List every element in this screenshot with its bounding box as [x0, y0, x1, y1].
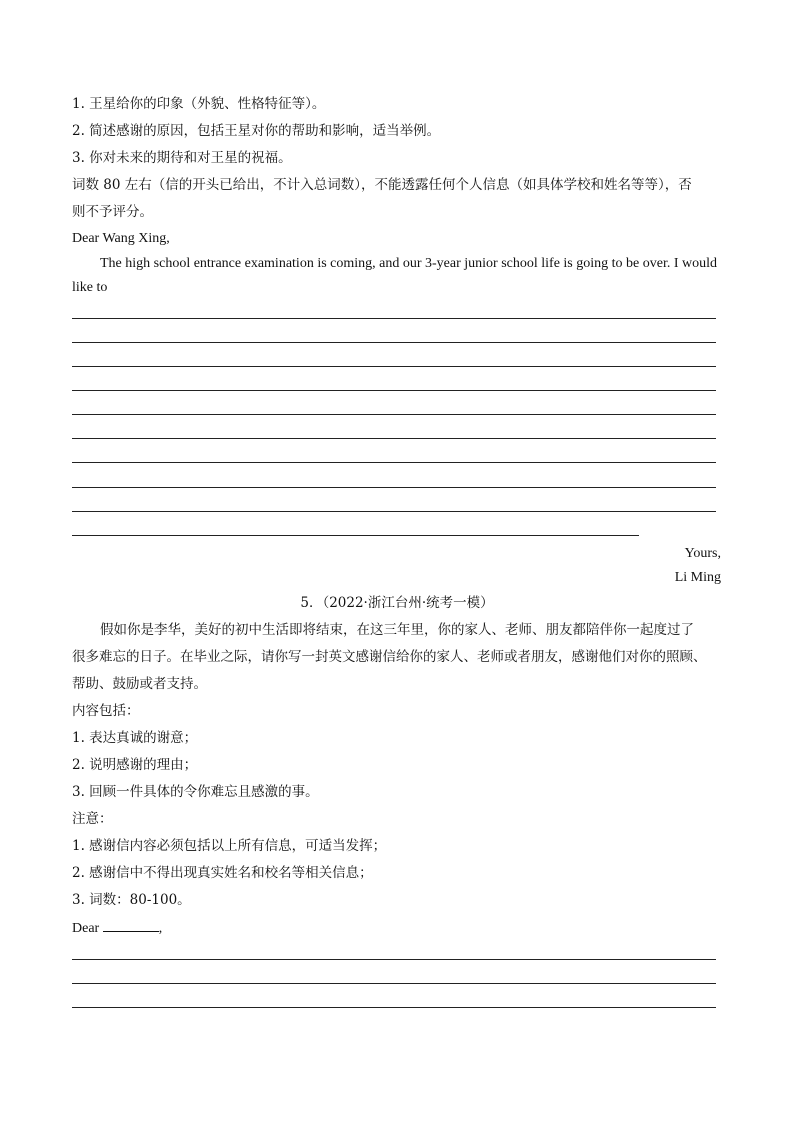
task5-salutation-suffix: , — [158, 921, 163, 936]
task5-salutation-prefix: Dear — [72, 921, 100, 936]
writing-line[interactable] — [72, 959, 716, 960]
task4-salutation: Dear Wang Xing, — [72, 231, 170, 246]
task4-point-2: 2. 简述感谢的原因，包括王星对你的帮助和影响，适当举例。 — [72, 123, 441, 139]
writing-line[interactable] — [72, 462, 716, 463]
task5-heading: 5．（2022·浙江台州·统考一模） — [300, 595, 494, 611]
task5-prompt-line3: 帮助、鼓励或者支持。 — [72, 676, 207, 692]
task4-closing: Yours, — [684, 546, 721, 561]
task5-note-2: 2. 感谢信中不得出现真实姓名和校名等相关信息； — [72, 865, 373, 881]
writing-line[interactable] — [72, 390, 716, 391]
task5-note-3: 3. 词数：80-100。 — [72, 892, 191, 908]
task5-prompt-line1: 假如你是李华，美好的初中生活即将结束，在这三年里，你的家人、老师、朋友都陪伴你一起度过了 — [100, 622, 694, 638]
writing-line[interactable] — [72, 983, 716, 984]
task5-content-item-2: 2. 说明感谢的理由； — [72, 757, 198, 773]
writing-line[interactable] — [72, 511, 716, 512]
writing-line[interactable] — [72, 414, 716, 415]
task5-content-label: 内容包括： — [72, 703, 140, 719]
writing-line[interactable] — [72, 318, 716, 319]
task4-opening-line1: The high school entrance examination is coming, and our 3-year junior school life is going to be over. I would — [100, 256, 718, 271]
writing-line[interactable] — [72, 366, 716, 367]
task5-content-item-3: 3. 回顾一件具体的令你难忘且感激的事。 — [72, 784, 319, 800]
writing-line[interactable] — [72, 487, 716, 488]
writing-line[interactable] — [72, 342, 716, 343]
task4-point-1: 1. 王星给你的印象（外貌、性格特征等）。 — [72, 96, 326, 112]
task4-word-count-line2: 则不予评分。 — [72, 204, 153, 220]
task5-notes-label: 注意： — [72, 811, 113, 827]
salutation-blank[interactable] — [103, 918, 159, 932]
task4-word-count-line1: 词数 80 左右（信的开头已给出，不计入总词数），不能透露任何个人信息（如具体学校和姓名等等），否 — [72, 177, 692, 193]
writing-line[interactable] — [72, 438, 716, 439]
writing-line-last[interactable] — [72, 535, 639, 536]
task5-prompt-line2: 很多难忘的日子。在毕业之际，请你写一封英文感谢信给你的家人、老师或者朋友，感谢他们对你的照顾、 — [72, 649, 707, 665]
task4-signature: Li Ming — [674, 570, 721, 585]
task4-opening-line2: like to — [72, 280, 108, 295]
task5-note-1: 1. 感谢信内容必须包括以上所有信息，可适当发挥； — [72, 838, 387, 854]
writing-line[interactable] — [72, 1007, 716, 1008]
task5-salutation — [72, 918, 162, 939]
task5-content-item-1: 1. 表达真诚的谢意； — [72, 730, 198, 746]
task4-point-3: 3. 你对未来的期待和对王星的祝福。 — [72, 150, 292, 166]
